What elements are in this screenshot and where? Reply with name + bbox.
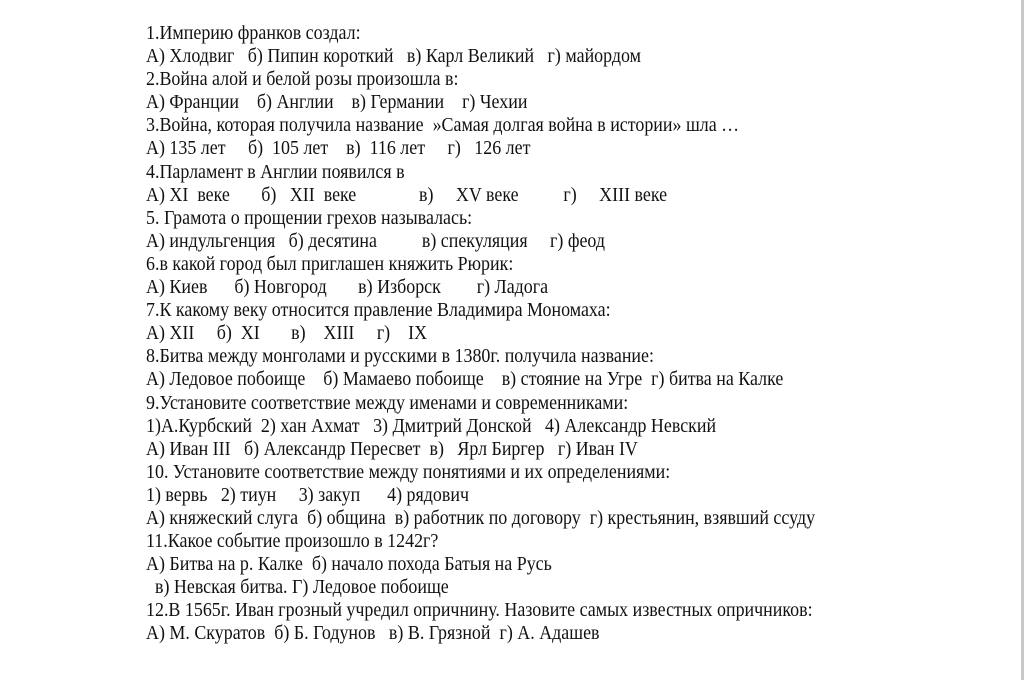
question-9-names: 1)А.Курбский 2) хан Ахмат 3) Дмитрий Донской 4) Александр Невский: [146, 415, 717, 437]
question-11-options-a: А) Битва на р. Калке б) начало похода Батыя на Русь: [146, 554, 552, 576]
question-8-options: А) Ледовое побоище б) Мамаево побоище в) стояние на Угре г) битва на Калке: [146, 369, 784, 391]
question-3-title: 3.Война, которая получила название »Самая долгая война в истории» шла …: [146, 115, 740, 137]
question-1-title: 1.Империю франков создал:: [146, 23, 361, 44]
question-5-options: А) индульгенция б) десятина в) спекуляция г) феод: [146, 230, 606, 252]
question-9-contemporaries: А) Иван III б) Александр Пересвет в) Ярл Биргер г) Иван IV: [146, 438, 638, 460]
question-7-options: А) XII б) XI в) XIII г) IX: [146, 323, 428, 345]
question-6-title: 6.в какой город был приглашен княжить Рюрик:: [146, 253, 514, 275]
question-4-options: А) XI веке б) XII веке в) XV веке г) XIII веке: [146, 184, 668, 206]
question-2-options: А) Франции б) Англии в) Германии г) Чехии: [146, 92, 528, 114]
question-10-title: 10. Установите соответствие между понятиями и их определениями:: [146, 461, 671, 483]
question-5-title: 5. Грамота о прощении грехов называлась:: [146, 207, 473, 229]
question-7-title: 7.К какому веку относится правление Владимира Мономаха:: [146, 300, 611, 322]
question-11-options-b: в) Невская битва. Г) Ледовое побоище: [146, 577, 449, 599]
question-6-options: А) Киев б) Новгород в) Изборск г) Ладога: [146, 277, 549, 299]
question-10-terms: 1) вервь 2) тиун 3) закуп 4) рядович: [146, 484, 469, 506]
question-10-definitions: А) княжеский слуга б) община в) работник по договору г) крестьянин, взявший ссуду: [146, 507, 816, 529]
question-12-title: 12.В 1565г. Иван грозный учредил опричнину. Назовите самых известных опричников:: [146, 600, 813, 622]
question-3-options: А) 135 лет б) 105 лет в) 116 лет г) 126 лет: [146, 138, 531, 160]
question-1-options: А) Хлодвиг б) Пипин короткий в) Карл Великий г) майордом: [146, 46, 641, 68]
test-questions: [146, 22, 1006, 646]
question-2-title: 2.Война алой и белой розы произошла в:: [146, 69, 459, 91]
question-11-title: 11.Какое событие произошло в 1242г?: [146, 531, 439, 553]
question-12-options: А) М. Скуратов б) Б. Годунов в) В. Грязной г) А. Адашев: [146, 623, 600, 645]
question-4-title: 4.Парламент в Англии появился в: [146, 161, 405, 183]
question-8-title: 8.Битва между монголами и русскими в 1380г. получила название:: [146, 346, 654, 368]
question-9-title: 9.Установите соответствие между именами и современниками:: [146, 392, 629, 414]
